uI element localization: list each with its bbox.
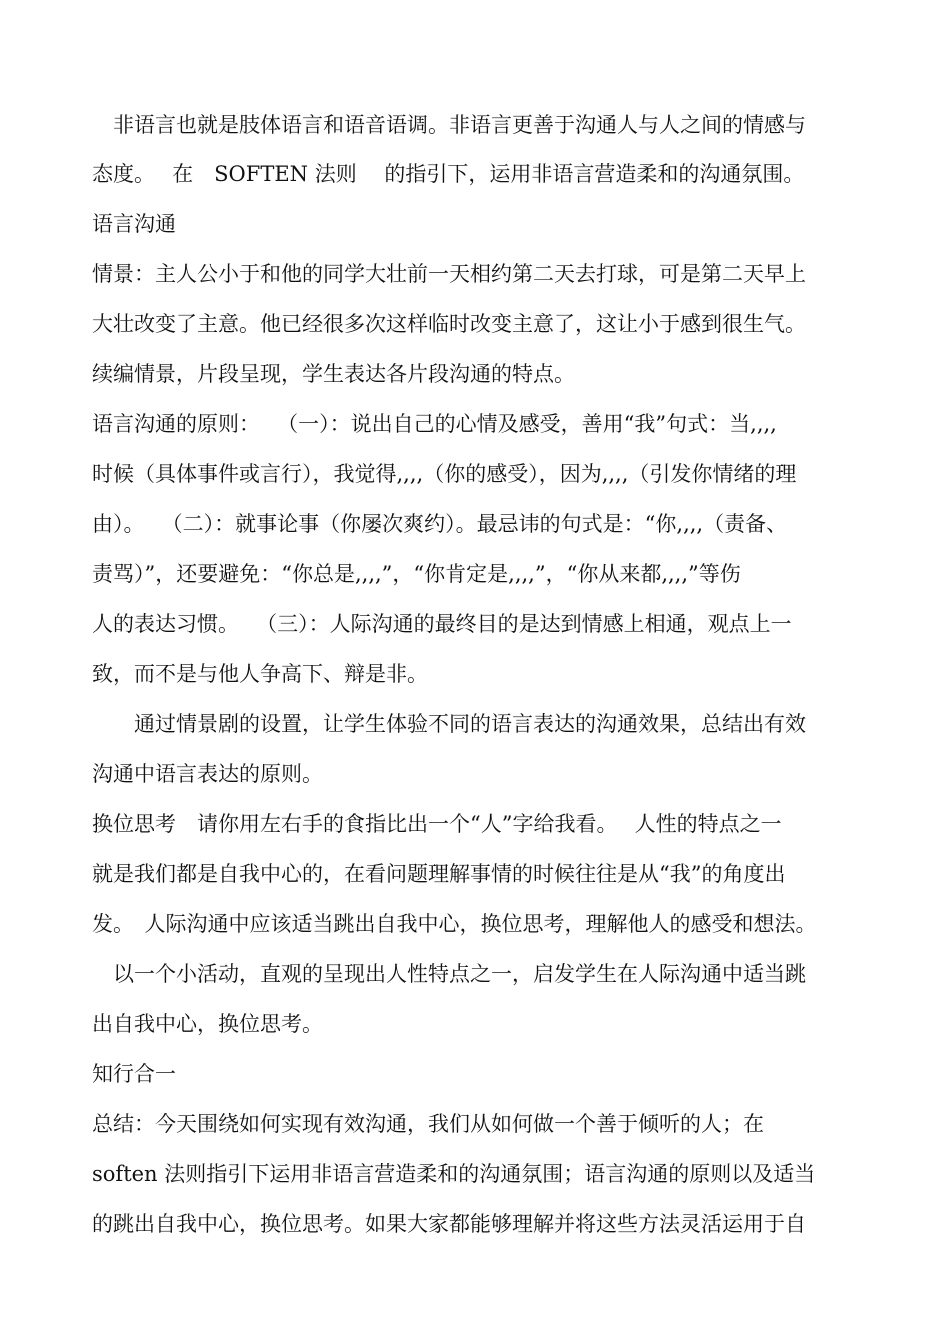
paragraph-line: 出自我中心，换位思考。	[92, 1012, 323, 1036]
paragraph-line: soften 法则指引下运用非语言营造柔和的沟通氛围；语言沟通的原则以及适当	[92, 1162, 816, 1186]
paragraph-line: 语言沟通的原则： （一）：说出自己的心情及感受，善用“我”句式：当,,,,	[92, 412, 777, 436]
paragraph-line: 通过情景剧的设置，让学生体验不同的语言表达的沟通效果，总结出有效	[92, 712, 806, 736]
paragraph-line: 时候（具体事件或言行），我觉得,,,,（你的感受），因为,,,,（引发你情绪的理	[92, 462, 797, 486]
paragraph-line: 换位思考 请你用左右手的食指比出一个“人”字给我看。 人性的特点之一	[92, 812, 782, 836]
paragraph-line: 的跳出自我中心，换位思考。如果大家都能够理解并将这些方法灵活运用于自	[92, 1212, 806, 1236]
paragraph-line: 责骂）”，还要避免：“你总是,,,,”，“你肯定是,,,,”，“你从来都,,,,”等伤	[92, 562, 741, 586]
paragraph-line: 情景：主人公小于和他的同学大壮前一天相约第二天去打球，可是第二天早上	[92, 262, 806, 286]
paragraph-line: 总结：今天围绕如何实现有效沟通，我们从如何做一个善于倾听的人；在	[92, 1112, 764, 1136]
paragraph-line: 沟通中语言表达的原则。	[92, 762, 323, 786]
paragraph-line: 人的表达习惯。 （三）：人际沟通的最终目的是达到情感上相通，观点上一	[92, 612, 792, 636]
paragraph-line: 态度。 在 SOFTEN 法则 的指引下，运用非语言营造柔和的沟通氛围。	[92, 162, 805, 186]
paragraph-line: 续编情景，片段呈现，学生表达各片段沟通的特点。	[92, 362, 575, 386]
paragraph-line: 发。 人际沟通中应该适当跳出自我中心，换位思考，理解他人的感受和想法。	[92, 912, 817, 936]
paragraph-line: 就是我们都是自我中心的，在看问题理解事情的时候往往是从“我”的角度出	[92, 862, 786, 886]
paragraph-line: 致，而不是与他人争高下、辩是非。	[92, 662, 428, 686]
section-heading: 语言沟通	[92, 212, 176, 236]
paragraph-line: 以一个小活动，直观的呈现出人性特点之一，启发学生在人际沟通中适当跳	[92, 962, 806, 986]
paragraph-line: 大壮改变了主意。他已经很多次这样临时改变主意了，这让小于感到很生气。	[92, 312, 806, 336]
paragraph-line: 由）。 （二）：就事论事（你屡次爽约）。最忌讳的句式是：“你,,,,（责备、	[92, 512, 788, 536]
paragraph-line: 非语言也就是肢体语言和语音语调。非语言更善于沟通人与人之间的情感与	[92, 113, 806, 137]
section-heading: 知行合一	[92, 1062, 176, 1086]
